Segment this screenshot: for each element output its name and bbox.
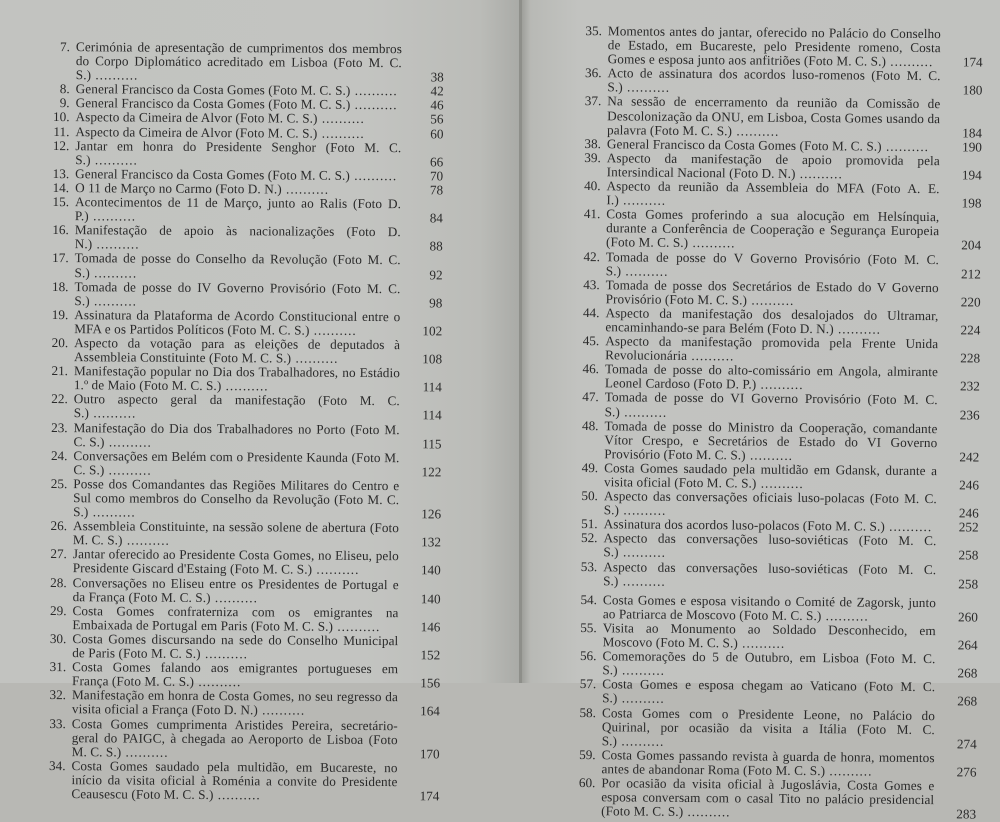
dot-leader: .......... [350, 83, 398, 99]
entry-number: 11. [53, 123, 70, 139]
entry-page: 220 [960, 294, 981, 310]
dot-leader: .......... [747, 292, 795, 308]
entry-caption: Costa Gomes com o Presidente Leone, no Palácio do Quirinal, por ocasião da visita a Itália (Foto M. C. S.) .......... [601, 704, 936, 749]
entry-number: 32. [49, 687, 67, 703]
dot-leader: .......... [885, 53, 934, 70]
entry-caption: Costa Gomes saudado pela multidão em Gdansk, durante a visita oficial (Foto M. C. S.) .......... [603, 460, 938, 491]
dot-leader: .......... [194, 674, 242, 690]
entry-page: 156 [420, 675, 441, 691]
entry-number: 18. [51, 278, 69, 294]
dot-leader: .......... [617, 662, 666, 679]
dot-leader: .......... [317, 125, 365, 141]
book-spine [519, 0, 522, 683]
entry-caption: Outro aspecto geral da manifestação (Foto M. C. S.) .......... [73, 391, 400, 421]
entry-number: 46. [582, 361, 600, 377]
entry-caption: Assinatura dos acordos luso-polacos (Foto M. C. S.) .......... [603, 516, 933, 535]
entry-caption: Costa Gomes discursando na sede do Conselho Municipal de Paris (Foto M. C. S.) .......... [72, 631, 399, 662]
entry-page: 274 [956, 736, 977, 752]
dot-leader: .......... [618, 573, 666, 589]
entry-number: 35. [585, 23, 603, 39]
dot-leader: .......... [200, 645, 248, 662]
entry-caption: Na sessão de encerramento da reunião da Comissão de Descolonização da ONU, em Lisboa, Costa Gomes usando da palavra (Foto M. C. S.) .......... [607, 93, 941, 139]
list-item [573, 560, 978, 592]
entry-caption: Aspecto da reunião da Assembleia do MFA (Foto A. E. I.) .......... [606, 178, 940, 208]
entry-caption: Momentos antes do jantar, oferecido no Palácio do Conselho de Estado, em Bucareste, pelo Presidente romeno, Costa Gomes e esposa junto aos anfitriões (Foto M. C. S.) .......... [607, 23, 941, 70]
entry-caption: Costa Gomes passando revista à guarda de honra, momentos antes de abandonar Roma (Foto M. C. S.) .......... [601, 747, 935, 779]
dot-leader: .......... [281, 181, 330, 197]
entry-page: 242 [959, 449, 980, 465]
entry-caption: Conversações no Eliseu entre os Presidentes de Portugal e da França (Foto M. C. S.) .......... [72, 574, 399, 605]
entry-caption: Manifestação do Dia dos Trabalhadores no Porto (Foto M. C. S.) .......... [73, 419, 400, 450]
list-item [572, 705, 977, 751]
dot-leader: .......... [213, 787, 261, 803]
entry-page: 42 [430, 83, 444, 99]
entry-number: 27. [50, 546, 67, 562]
entry-page: 92 [429, 266, 443, 282]
entry-caption: Costa Gomes e esposa visitando o Comité de Zagorsk, junto ao Patriarca de Moscovo (Foto M. C. S.) .......... [602, 591, 937, 624]
entry-number: 16. [52, 222, 69, 238]
list-item [43, 576, 441, 607]
entry-number: 12. [52, 137, 70, 153]
entry-caption: Jantar oferecido ao Presidente Costa Gomes, no Eliseu, pelo Presidente Giscard d'Estaing (Foto M. C. S.) .......... [72, 546, 399, 578]
dot-leader: .......... [683, 804, 731, 820]
entry-number: 56. [579, 648, 597, 664]
entry-page: 56 [430, 111, 444, 127]
dot-leader: .......... [621, 262, 669, 279]
entry-caption: Costa Gomes cumprimenta Aristides Pereira, secretário-geral do PAIGC, à chegada ao Aeroporto de Lisboa (Foto M. C. S.) .......... [71, 715, 398, 760]
entry-number: 33. [49, 715, 66, 731]
list-item [44, 421, 442, 452]
list-item [42, 604, 440, 635]
entry-number: 31. [49, 659, 67, 675]
entry-page: 84 [429, 210, 443, 226]
entry-caption: Assembleia Constituinte, na sessão solene de abertura (Foto M. C. S.) .......... [72, 518, 400, 549]
entry-number: 41. [583, 206, 601, 222]
dot-leader: .......... [821, 607, 869, 624]
entry-page: 152 [420, 647, 441, 663]
entry-caption: Tomada de posse do Ministro da Cooperação, comandante Vítor Crespo, e Secretários de Estado do VI Governo Provisório (Foto M. C. S.) .......... [604, 417, 938, 463]
entry-caption: Jantar em honra do Presidente Senghor (Foto M. C. S.) .......... [75, 137, 402, 168]
entry-page: 268 [957, 693, 978, 709]
entry-caption: Tomada de posse do IV Governo Provisório (Foto M. C. S.) .......... [74, 278, 401, 309]
entry-number: 49. [581, 459, 599, 476]
entry-page: 232 [960, 378, 980, 394]
entry-number: 57. [579, 676, 597, 692]
entry-number: 19. [51, 306, 69, 322]
entry-number: 39. [584, 149, 601, 166]
list-item [41, 759, 439, 804]
dot-leader: .......... [257, 702, 306, 719]
entry-number: 22. [51, 391, 68, 407]
entry-page: 260 [957, 609, 978, 625]
entry-caption: Costa Gomes proferindo a sua alocução em Helsínquia, durante a Conferência de Cooperação e Segurança Europeia (Foto M. C. S.) .......... [606, 206, 940, 251]
list-item [42, 688, 440, 719]
entry-caption: Costa Gomes e esposa chegam ao Vaticano (Foto M. C. S.) .......... [602, 676, 936, 707]
entry-page: 66 [430, 154, 444, 170]
entry-number: 59. [579, 746, 596, 762]
entry-number: 7. [60, 39, 71, 55]
dot-leader: .......... [291, 350, 339, 366]
entry-caption: Tomada de posse do Conselho da Revolução (Foto M. C. S.) .......... [74, 250, 401, 281]
entry-page: 246 [959, 477, 980, 493]
dot-leader: .......... [333, 618, 381, 634]
dot-leader: .......... [121, 744, 169, 760]
entry-page: 140 [420, 562, 441, 578]
entry-page: 114 [422, 379, 442, 395]
entry-number: 40. [584, 178, 601, 194]
entry-number: 21. [51, 363, 69, 379]
entry-caption: Aspecto da Cimeira de Alvor (Foto M. C. S.) .......... [75, 109, 365, 127]
entry-caption: Aspecto das conversações luso-soviéticas (Foto M. C. S.) .......... [603, 530, 937, 561]
list-item [45, 139, 443, 170]
dot-leader: .......... [221, 378, 269, 394]
list-item [43, 547, 441, 578]
list-item [44, 364, 442, 395]
dot-leader: .......... [737, 635, 786, 651]
dot-leader: .......... [795, 165, 843, 182]
entry-caption: Aspecto das conversações oficiais luso-polacas (Foto M. C. S.) .......... [603, 488, 937, 518]
entry-caption: Aspecto da votação para as eleições de deputados à Assembleia Constituinte (Foto M. C. S.) .......... [74, 335, 401, 366]
dot-leader: .......... [833, 321, 882, 337]
entry-page: 98 [429, 295, 443, 311]
list-item [44, 280, 442, 311]
entry-caption: Tomada de posse do VI Governo Provisório (Foto M. C. S.) .......... [604, 389, 938, 420]
entry-page: 122 [421, 464, 442, 480]
entry-page: 268 [957, 665, 978, 681]
list-item [576, 249, 981, 281]
entry-number: 45. [582, 333, 600, 349]
dot-leader: .......... [881, 138, 930, 154]
dot-leader: .......... [104, 462, 152, 478]
entry-number: 26. [50, 518, 68, 534]
entry-page: 228 [960, 350, 981, 366]
list-item [45, 251, 443, 282]
entry-page: 180 [962, 82, 983, 98]
list-item [44, 308, 442, 339]
entry-number: 38. [584, 135, 602, 151]
entry-page: 204 [961, 237, 982, 253]
dot-leader: .......... [88, 208, 137, 224]
entry-number: 48. [581, 417, 599, 433]
list-item [42, 660, 440, 691]
list-item [572, 677, 977, 709]
list-item [577, 94, 982, 140]
entry-caption: Posse dos Comandantes das Regiões Militares do Centro e Sul como membros do Conselho da Revolução (Foto M. C. S.) .......... [73, 476, 400, 520]
entry-page: 198 [961, 195, 982, 211]
entry-page: 258 [958, 575, 979, 592]
dot-leader: .......... [619, 403, 668, 420]
entry-page: 164 [420, 703, 440, 719]
entry-number: 9. [59, 95, 70, 111]
entry-number: 47. [582, 389, 599, 405]
entry-number: 53. [580, 558, 598, 574]
dot-leader: .......... [104, 433, 152, 450]
entry-page: 283 [956, 806, 977, 822]
list-item [571, 776, 976, 822]
entry-page: 264 [957, 637, 978, 653]
dot-leader: .......... [210, 589, 258, 605]
entry-number: 14. [52, 179, 70, 196]
entry-number: 42. [583, 248, 601, 264]
entry-caption: General Francisco da Costa Gomes (Foto M. C. S.) .......... [75, 166, 398, 183]
entry-page: 184 [962, 125, 983, 141]
entry-number: 52. [580, 530, 598, 546]
entry-number: 24. [50, 447, 68, 463]
dot-leader: .......... [89, 405, 137, 421]
list-item [42, 632, 440, 663]
dot-leader: .......... [618, 544, 667, 561]
entry-page: 114 [422, 407, 442, 423]
list-item [574, 419, 979, 465]
entry-page: 224 [960, 322, 981, 338]
dot-leader: .......... [617, 690, 665, 707]
dot-leader: .......... [89, 292, 138, 309]
dot-leader: .......... [89, 264, 138, 281]
entry-number: 50. [581, 488, 598, 504]
list-item [45, 195, 443, 226]
entry-caption: Cerimónia de apresentação de cumprimentos dos membros do Corpo Diplomático acreditado em Lisboa (Foto M. C. S.) .......... [75, 39, 402, 83]
entry-caption: Costa Gomes confraterniza com os emigrantes na Embaixada de Portugal em Paris (Foto M. C. S.) .......... [72, 602, 399, 634]
entry-number: 44. [582, 304, 600, 321]
dot-leader: .......... [349, 167, 398, 183]
entry-number: 10. [52, 109, 70, 125]
entry-page: 88 [429, 238, 443, 254]
entry-caption: Conversações em Belém com o Presidente Kaunda (Foto M. C. S.) .......... [73, 447, 400, 478]
entry-caption: Aspecto da manifestação promovida pela Frente Unida Revolucionária .......... [605, 333, 939, 364]
entry-caption: Acontecimentos de 11 de Março, junto ao Ralis (Foto D. P.) .......... [74, 194, 402, 224]
entry-number: 13. [52, 165, 70, 181]
dot-leader: .......... [618, 192, 667, 208]
dot-leader: .......... [617, 733, 665, 749]
entry-number: 51. [581, 516, 598, 532]
entry-caption: Visita ao Monumento ao Soldado Desconhecido, em Moscovo (Foto M. C. S.) .......... [602, 620, 936, 651]
entry-page: 146 [420, 619, 441, 635]
list-item [43, 449, 441, 480]
entry-caption: Aspecto da Cimeira de Alvor (Foto M. C. S.) .......... [75, 123, 365, 141]
entry-page: 190 [962, 139, 983, 155]
entry-caption: Costa Gomes saudado pela multidão, em Bucareste, no início da visita oficial à Roménia a convite do Presidente Ceausescu (Foto M. C. S.) .......... [71, 757, 398, 803]
entry-page: 46 [430, 97, 444, 113]
dot-leader: .......... [88, 504, 136, 520]
dot-leader: .......... [350, 97, 398, 113]
entry-page: 78 [429, 182, 444, 198]
entry-number: 54. [580, 591, 598, 607]
entry-number: 30. [49, 630, 67, 647]
dot-leader: .......... [687, 348, 735, 364]
list-item [44, 336, 442, 367]
dot-leader: .......... [92, 236, 140, 252]
entry-number: 15. [52, 194, 70, 210]
list-item [43, 477, 441, 522]
entry-page: 70 [429, 168, 444, 184]
entry-caption: Manifestação de apoio às nacionalizações (Foto D. N.) .......... [74, 222, 401, 252]
entry-caption: Costa Gomes falando aos emigrantes portugueses em França (Foto M. C. S.) .......... [72, 659, 399, 690]
entry-caption: O 11 de Março no Carmo (Foto D. N.) .......... [75, 180, 330, 197]
entry-number: 37. [584, 93, 602, 109]
list-item [575, 390, 980, 422]
entry-page: 174 [419, 788, 440, 804]
dot-leader: .......... [732, 123, 780, 139]
dot-leader: .......... [756, 376, 804, 393]
entry-page: 258 [958, 547, 979, 563]
dot-leader: .......... [745, 447, 794, 463]
entry-number: 36. [585, 65, 602, 81]
dot-leader: .......... [622, 79, 671, 96]
entry-caption: Tomada de posse do alto-comissário em Angola, almirante Leonel Cardoso (Foto D. P.) .......... [604, 361, 939, 393]
list-item [43, 519, 441, 550]
dot-leader: .......... [884, 518, 933, 535]
list-item [576, 207, 981, 253]
entry-number: 20. [51, 335, 69, 351]
entry-caption: Aspecto da manifestação de apoio promovida pela Intersindical Nacional (Foto D. N.) .......... [606, 150, 940, 182]
dot-leader: .......... [91, 67, 139, 83]
entry-number: 43. [583, 276, 600, 292]
entry-page: 194 [961, 167, 982, 183]
entry-page: 108 [422, 351, 443, 367]
entry-number: 29. [49, 602, 67, 618]
list-item [573, 531, 978, 563]
entry-page: 126 [421, 506, 442, 522]
dot-leader: .......... [825, 763, 873, 779]
entry-page: 276 [956, 764, 977, 780]
dot-leader: .......... [312, 562, 360, 578]
entry-caption: General Francisco da Costa Gomes (Foto M. C. S.) .......... [75, 95, 398, 113]
entry-caption: General Francisco da Costa Gomes (Foto M. C. S.) .......... [75, 81, 398, 99]
entry-caption: Manifestação popular no Dia dos Trabalhadores, no Estádio 1.º de Maio (Foto M. C. S.) .......... [73, 363, 401, 394]
dot-leader: .......... [688, 235, 736, 251]
entry-number: 8. [59, 81, 70, 97]
entry-page: 252 [958, 519, 979, 535]
entry-caption: Acto de assinatura dos acordos luso-romenos (Foto M. C. S.) .......... [607, 65, 941, 96]
entry-page: 246 [958, 505, 979, 521]
entry-page: 102 [422, 323, 443, 339]
dot-leader: .......... [619, 502, 667, 518]
entry-page: 38 [430, 69, 444, 85]
entry-caption: Tomada de posse do V Governo Provisório (Foto M. C. S.) .......... [605, 248, 940, 279]
entry-caption: Assinatura da Plataforma de Acordo Constitucional entre o MFA e os Partidos Políticos (Foto M. C. S.) .......... [74, 306, 401, 338]
entry-page: 132 [421, 534, 441, 550]
entry-number: 28. [50, 574, 67, 590]
dot-leader: .......... [309, 322, 357, 338]
entry-page: 60 [430, 125, 444, 141]
entry-page: 212 [960, 265, 981, 282]
entry-number: 25. [50, 475, 68, 492]
entry-caption: General Francisco da Costa Gomes (Foto M. C. S.) .......... [606, 136, 930, 154]
dot-leader: .......... [122, 532, 170, 549]
illustrations-list-right [571, 24, 983, 822]
illustrations-list-left [41, 40, 444, 803]
list-item [578, 24, 983, 70]
list-item [45, 223, 443, 254]
entry-page: 174 [962, 54, 983, 70]
entry-caption: Tomada de posse dos Secretários de Estado do V Governo Provisório (Foto M. C. S.) .......... [605, 276, 939, 308]
entry-number: 58. [579, 704, 597, 720]
entry-caption: Por ocasião da visita oficial à Jugoslávia, Costa Gomes e esposa conversam com o casal Tito no palácio presidencial (Foto M. C. S.) .......... [601, 775, 935, 820]
dot-leader: .......... [317, 111, 365, 127]
entry-number: 34. [49, 757, 66, 773]
dot-leader: .......... [756, 475, 804, 491]
entry-page: 115 [422, 435, 442, 452]
entry-caption: Aspecto das conversações luso-soviéticas (Foto M. C. S.) .......... [603, 558, 937, 589]
entry-number: 55. [580, 619, 597, 636]
entry-page: 170 [419, 745, 440, 762]
entry-number: 60. [578, 775, 596, 791]
entry-caption: Aspecto da manifestação dos desalojados do Ultramar, encaminhando-se para Belém (Foto D. N.) .......... [605, 305, 939, 337]
entry-number: 17. [52, 250, 69, 266]
list-item [44, 392, 442, 423]
entry-caption: Manifestação em honra de Costa Gomes, no seu regresso da visita oficial a França (Foto D. N.) .......... [71, 687, 399, 719]
list-item [46, 40, 444, 85]
entry-caption: Comemorações do 5 de Outubro, em Lisboa (Foto M. C. S.) .......... [602, 648, 936, 679]
entry-page: 236 [959, 406, 980, 423]
entry-number: 23. [51, 419, 68, 435]
dot-leader: .......... [90, 152, 138, 168]
list-item [42, 716, 440, 761]
entry-page: 140 [420, 590, 441, 607]
